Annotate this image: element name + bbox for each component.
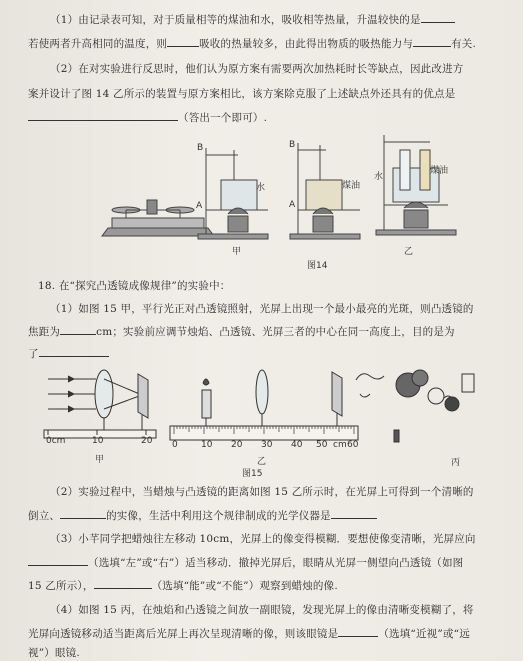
fig14-label-B1: B [197,143,204,153]
fig15-caption: 图15 [242,469,263,479]
q17-p1-line2: 若使两者升高相同的温度，则 吸收的热量较多，由此得出物质的吸热能力与 有关. [28,38,477,50]
fig15-label-yi: 乙 [257,457,267,467]
ruler2-label-30: 30 [261,440,273,450]
q18-p2-line1: （2）实验过程中，当蜡烛与凸透镜的距离如图 15 乙所示时，在光屏上可得到一个清晰的 [50,486,474,498]
q18-p4-line1: （4）如图 15 丙，在烛焰和凸透镜之间放一副眼镜，发现光屏上的像由清晰变模糊了，将 [50,604,474,616]
ruler1-label-0: 0cm [46,436,66,446]
fig14-label-A1: A [196,201,203,211]
fig14-label-yi: 乙 [404,247,414,257]
q18-p1-line1: （1）如图 15 甲，平行光正对凸透镜照射，光屏上出现一个最小最亮的光斑，则凸透镜的 [50,303,474,315]
fig14-label-B2: B [289,140,296,150]
q18-p3-line2: （选填“左”或“右”）适当移动．撤掉光屏后，眼睛从光屏一侧望向凸透镜（如图 [28,555,463,570]
fig15-bing-drawing [356,370,474,442]
ruler2-label-cm: cm [333,440,347,450]
q18-p1-line3: 了 [28,346,109,361]
ruler2-label-50: 50 [316,440,328,450]
q18-p2-line2: 倒立、 的实像，生活中利用这个规律制成的光学仪器是 [28,508,377,523]
q18-title: 18. 在“探究凸透镜成像规律”的实验中： [38,280,231,292]
q17-p2-line2: 案并设计了图 14 乙所示的装置与原方案相比，该方案除克服了上述缺点外还具有的优点是 [28,88,456,100]
ruler2-label-20: 20 [231,440,243,450]
q18-p3-line3: 15 乙所示）， （选填“能”或“不能”）观察到蜡烛的像. [28,580,338,592]
fig15-label-bing: 丙 [451,458,461,468]
ruler1-label-20: 20 [141,436,153,446]
ruler1-label-10: 10 [92,436,104,446]
q18-p4-line2: 光屏向透镜移动适当距离后光屏上再次呈现清晰的像，则该眼镜是 （选填“近视”或“远 [28,628,470,640]
q17-p2-line3: （答出一个即可）. [28,110,267,125]
q18-p1-line2: 焦距为 cm；实验前应调节烛焰、凸透镜、光屏三者的中心在同一高度上，目的是为 [28,326,455,338]
q17-p2-line1: （2）在对实验进行反思时，他们认为原方案有需要两次加热耗时长等缺点，因此改进方 [50,63,464,75]
fig14-label-kerosene2: 煤油 [430,166,449,176]
ruler2-label-0: 0 [172,440,178,450]
fig14-label-water1: 水 [256,183,266,193]
ruler2-label-60: 60 [347,440,359,450]
q18-p4-line3: 视”）眼镜. [28,647,80,659]
fig14-label-A2: A [289,200,296,210]
fig14-label-water2: 水 [374,172,384,182]
q17-p1-line1: （1）由记录表可知，对于质量相等的煤油和水，吸收相等热量，升温较快的是 [50,12,455,27]
ruler2-label-40: 40 [291,440,303,450]
ruler2-label-10: 10 [201,440,213,450]
fig15-label-jia: 甲 [95,455,105,465]
fig14-caption: 图14 [307,261,328,271]
fig14-label-kerosene1: 煤油 [342,181,361,191]
fig14-label-jia: 甲 [232,247,242,257]
q18-p3-line1: （3）小芊同学把蜡烛往左移动 10cm，光屏上的像变得模糊．要想使像变清晰，光屏应向 [50,533,476,545]
fig15-jia-drawing [44,370,156,438]
